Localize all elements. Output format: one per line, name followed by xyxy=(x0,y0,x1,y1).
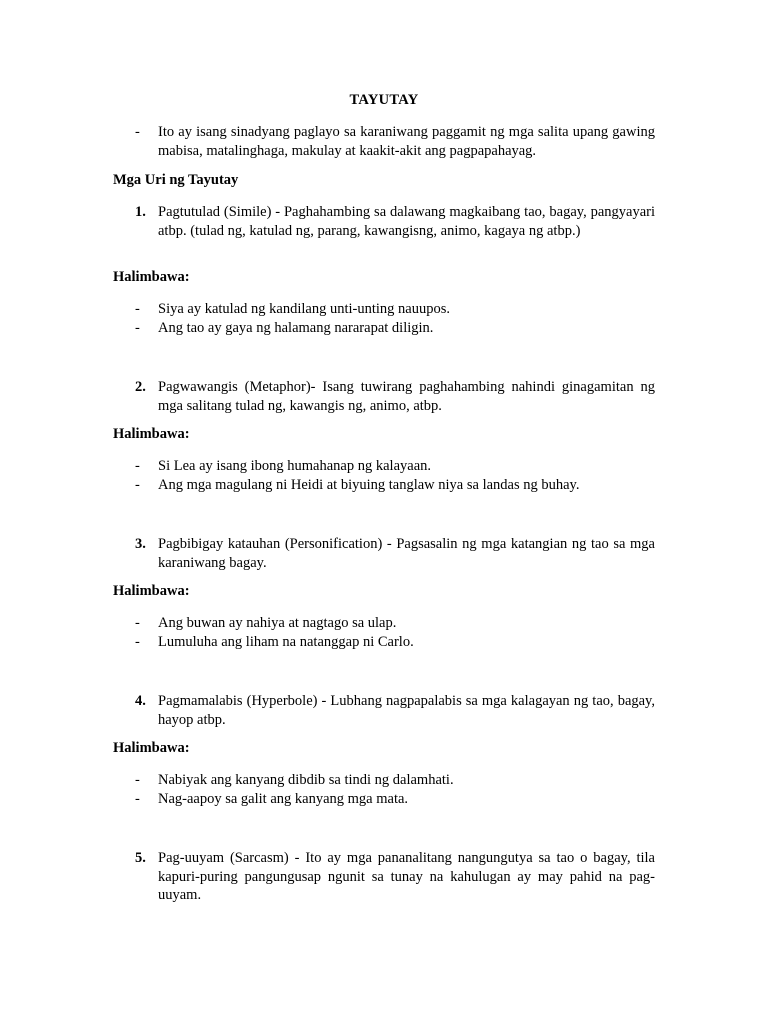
example-heading: Halimbawa: xyxy=(113,269,190,285)
type-description: Pagtutulad (Simile) - Paghahambing sa dalawang magkaibang tao, bagay, pangyayari atbp. (tulad ng, katulad ng, parang, kawangisng, animo, kagaya ng atbp.) xyxy=(158,204,655,239)
type-number: 5. xyxy=(135,850,146,866)
bullet-dash: - xyxy=(135,477,140,493)
example-heading: Halimbawa: xyxy=(113,426,190,442)
type-description: Pagwawangis (Metaphor)- Isang tuwirang paghahambing nahindi ginagamitan ng mga salitang tulad ng, kawangis ng, animo, atbp. xyxy=(158,379,655,414)
example-text: Ang mga magulang ni Heidi at biyuing tanglaw niya sa landas ng buhay. xyxy=(158,477,580,493)
example-text: Ang buwan ay nahiya at nagtago sa ulap. xyxy=(158,615,397,631)
type-number: 2. xyxy=(135,379,146,395)
bullet-dash: - xyxy=(135,320,140,336)
bullet-dash: - xyxy=(135,634,140,650)
example-text: Lumuluha ang liham na natanggap ni Carlo. xyxy=(158,634,414,650)
bullet-dash: - xyxy=(135,772,140,788)
example-text: Nabiyak ang kanyang dibdib sa tindi ng dalamhati. xyxy=(158,772,454,788)
bullet-dash: - xyxy=(135,615,140,631)
example-text: Ang tao ay gaya ng halamang nararapat diligin. xyxy=(158,320,434,336)
type-description: Pagbibigay katauhan (Personification) - Pagsasalin ng mga katangian ng tao sa mga karaniwang bagay. xyxy=(158,536,655,571)
bullet-dash: - xyxy=(135,458,140,474)
type-number: 1. xyxy=(135,204,146,220)
bullet-dash: - xyxy=(135,791,140,807)
type-number: 4. xyxy=(135,693,146,709)
example-heading: Halimbawa: xyxy=(113,583,190,599)
example-heading: Halimbawa: xyxy=(113,740,190,756)
type-description: Pag-uuyam (Sarcasm) - Ito ay mga pananalitang nangungutya sa tao o bagay, tila kapuri-puring pangungusap ngunit sa tunay na kahulugan ay may pahid na pag-uuyam. xyxy=(158,850,655,903)
bullet-dash: - xyxy=(135,301,140,317)
example-text: Siya ay katulad ng kandilang unti-unting nauupos. xyxy=(158,301,450,317)
section-heading: Mga Uri ng Tayutay xyxy=(113,172,239,188)
bullet-dash: - xyxy=(135,124,140,140)
type-number: 3. xyxy=(135,536,146,552)
type-description: Pagmamalabis (Hyperbole) - Lubhang nagpapalabis sa mga kalagayan ng tao, bagay, hayop atbp. xyxy=(158,693,655,728)
example-text: Si Lea ay isang ibong humahanap ng kalayaan. xyxy=(158,458,432,474)
document-title: TAYUTAY xyxy=(349,92,419,108)
example-text: Nag-aapoy sa galit ang kanyang mga mata. xyxy=(158,791,409,807)
definition-text: Ito ay isang sinadyang paglayo sa karaniwang paggamit ng mga salita upang gawing mabisa, matalinghaga, makulay at kaakit-akit ang pagpapahayag. xyxy=(158,124,655,159)
